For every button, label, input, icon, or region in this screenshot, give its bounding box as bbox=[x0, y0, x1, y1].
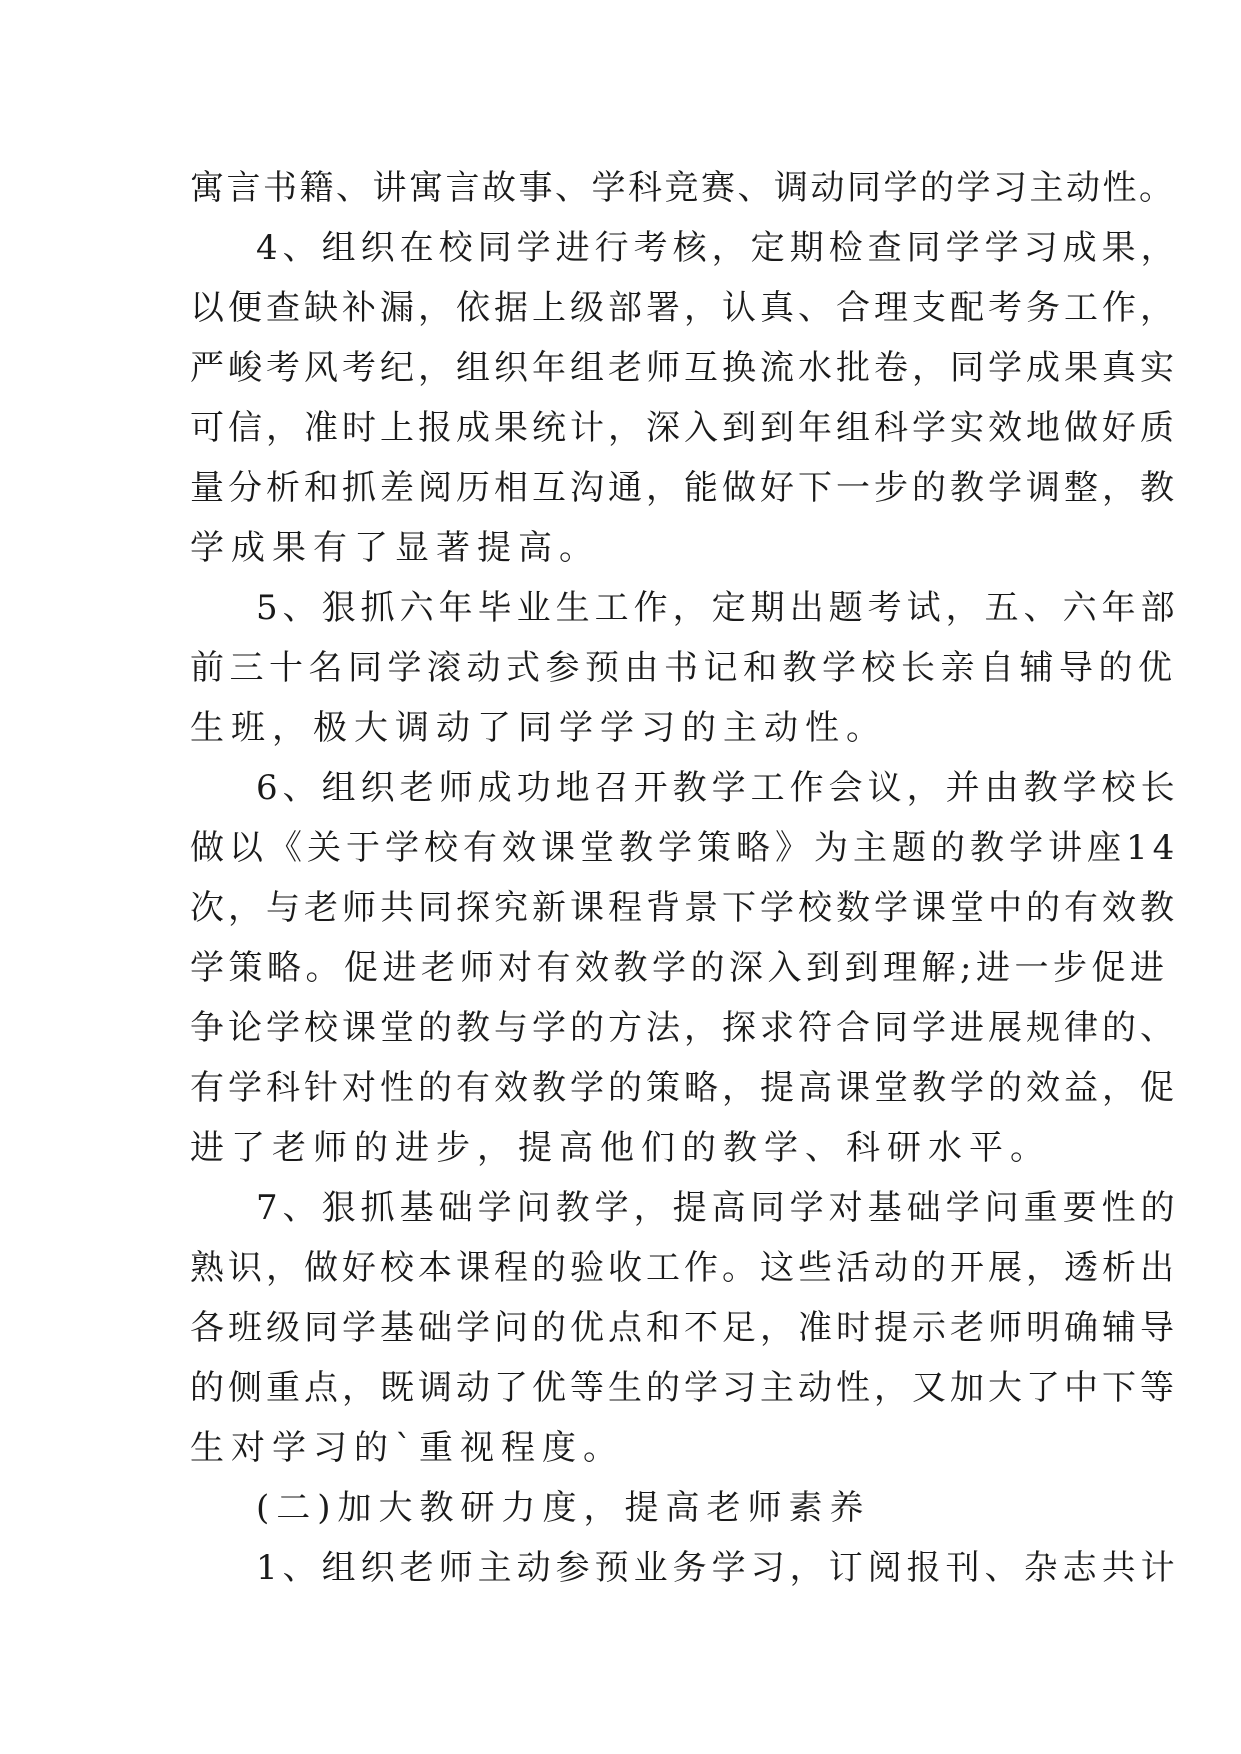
text-line: 争论学校课堂的教与学的方法，探求符合同学进展规律的、 bbox=[190, 1008, 1178, 1048]
text-line: 学成果有了显著提高。 bbox=[190, 528, 600, 568]
text-line: 的侧重点，既调动了优等生的学习主动性，又加大了中下等 bbox=[190, 1368, 1178, 1408]
text-line: 各班级同学基础学问的优点和不足，准时提示老师明确辅导 bbox=[190, 1308, 1178, 1348]
text-line: 寓言书籍、讲寓言故事、学科竞赛、调动同学的学习主动性。 bbox=[190, 168, 1176, 208]
text-line: 以便查缺补漏，依据上级部署，认真、合理支配考务工作， bbox=[190, 288, 1178, 328]
text-line: 有学科针对性的有效教学的策略，提高课堂教学的效益，促 bbox=[190, 1068, 1178, 1108]
text-line: 量分析和抓差阅历相互沟通，能做好下一步的教学调整，教 bbox=[190, 468, 1178, 508]
text-line: 进了老师的进步，提高他们的教学、科研水平。 bbox=[190, 1128, 1051, 1168]
text-line: 严峻考风考纪，组织年组老师互换流水批卷，同学成果真实 bbox=[190, 348, 1178, 388]
text-line: 7、狠抓基础学问教学，提高同学对基础学问重要性的 bbox=[256, 1188, 1180, 1228]
text-line: 学策略。促进老师对有效教学的深入到到理解;进一步促进 bbox=[190, 948, 1169, 988]
text-line: 1、组织老师主动参预业务学习，订阅报刊、杂志共计 bbox=[256, 1548, 1180, 1588]
text-line: 熟识，做好校本课程的验收工作。这些活动的开展，透析出 bbox=[190, 1248, 1178, 1288]
text-line: 6、组织老师成功地召开教学工作会议，并由教学校长 bbox=[256, 768, 1180, 808]
text-line: 次，与老师共同探究新课程背景下学校数学课堂中的有效教 bbox=[190, 888, 1178, 928]
text-line: 5、狠抓六年毕业生工作，定期出题考试，五、六年部 bbox=[256, 588, 1180, 628]
text-line: 生对学习的`重视程度。 bbox=[190, 1428, 624, 1468]
text-line: 生班，极大调动了同学学习的主动性。 bbox=[190, 708, 887, 748]
text-line: 前三十名同学滚动式参预由书记和教学校长亲自辅导的优 bbox=[190, 648, 1178, 688]
text-line: 4、组织在校同学进行考核，定期检查同学学习成果， bbox=[256, 228, 1180, 268]
text-line: 可信，准时上报成果统计，深入到到年组科学实效地做好质 bbox=[190, 408, 1178, 448]
section-heading: (二)加大教研力度，提高老师素养 bbox=[256, 1488, 871, 1528]
text-line: 做以《关于学校有效课堂教学策略》为主题的教学讲座14 bbox=[190, 828, 1180, 868]
